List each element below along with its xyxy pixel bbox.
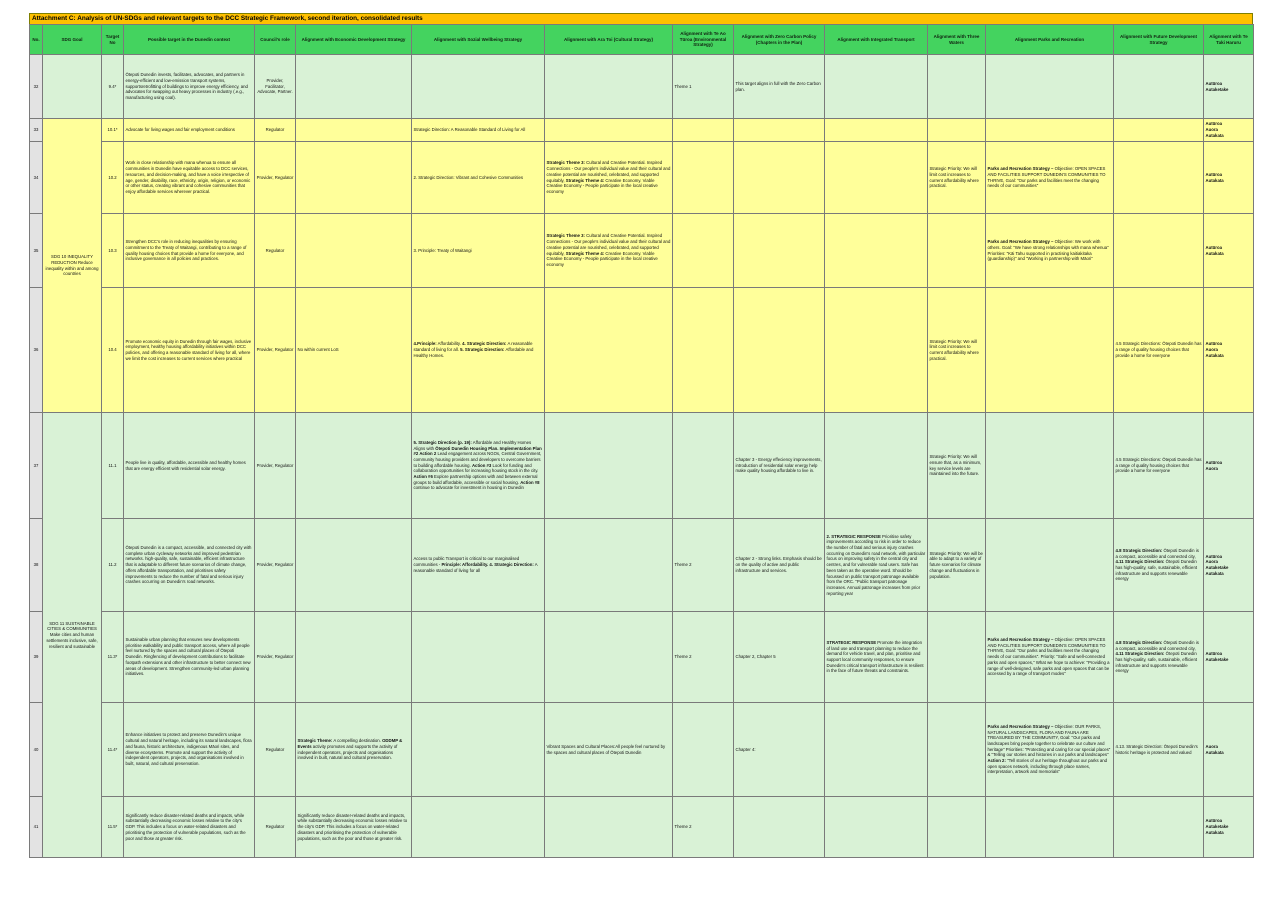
fds-alignment[interactable]: 4.5 Strategic Directions: Ōtepoti Dunedin has a range of quality housing choices that provide a home for everyone [1114,288,1204,413]
council-role[interactable]: Regulator [255,119,296,142]
taki-value: Autaketake [1205,86,1229,92]
sdg-goal-cell[interactable] [43,55,102,119]
target-context[interactable]: People live in quality, affordable, accessible and healthy homes that are energy efficient with residential solar energy. [124,413,255,519]
row-number[interactable]: 34 [30,142,43,214]
te-taki-haruru-alignment[interactable] [1204,612,1254,703]
taki-value: Autakata [1205,352,1224,358]
transport-alignment[interactable] [825,703,928,797]
parks-alignment[interactable]: Parks and Recreation Strategy – Objective: OPEN SPACES AND FACILITIES SUPPORT DUNEDIN'S COMMUNITIES TO THRIVE, Goal: "Our parks and facilities meet the changing needs of our communities" [986,142,1114,214]
social-alignment[interactable]: 4.Principle: Affordability. 4. Strategic Direction: A reasonable standard of living for all. 5. Strategic Direction: Affordable and Healthy Homes. [412,288,545,413]
parks-alignment[interactable] [986,55,1114,119]
col-header[interactable]: Alignment with Te Taki Haruru [1204,25,1254,55]
social-alignment[interactable]: 2. Strategic Direction: Vibrant and Cohesive Communities [412,142,545,214]
three-waters-alignment[interactable]: Strategic Priority: We will be able to adapt to a variety of future scenarios for climate change and fluctuations in population. [928,519,986,612]
council-role[interactable]: Regulator [255,214,296,288]
taki-value: Autaketake [1205,657,1229,662]
three-waters-alignment[interactable] [928,119,986,142]
fds-alignment[interactable]: 4.5 Strategic Directions: Ōtepoti Dunedin has a range of quality housing choices that provide a home for everyone [1114,413,1204,519]
te-taki-haruru-alignment[interactable] [1204,413,1254,519]
three-waters-alignment[interactable] [928,703,986,797]
transport-alignment[interactable] [825,214,928,288]
parks-alignment[interactable] [986,413,1114,519]
taki-value: Auora [1205,465,1218,471]
transport-alignment[interactable]: 2. STRATEGIC RESPONSE Prioritise safety improvements according to risk in order to reduce the number of fatal and serious injury crashes occurring on Dunedin's road network, with particular focus on improving safety in the central city and centres, and for vulnerable road users. Safe has been taken as the operative word. Should be focussed on public transport patronage available from the ORC. "Public transport patronage increases. Annual patronage increases from prior reporting year [825,519,928,612]
row-number[interactable]: 40 [30,703,43,797]
fds-alignment[interactable] [1114,119,1204,142]
target-number[interactable]: 9.4* [102,55,124,119]
fds-alignment[interactable]: 4.13. Strategic Direction: Ōtepoti Dunedin's historic heritage is protected and valued [1114,703,1204,797]
col-header[interactable]: Alignment with Zero Carbon Policy (Chapters in the Plan) [734,25,825,55]
taki-value: Autūroa [1205,341,1222,347]
aratoi-alignment[interactable] [545,612,673,703]
social-alignment[interactable] [412,703,545,797]
fds-alignment[interactable] [1114,55,1204,119]
target-context[interactable]: Ōtepoti Dunedin is a compact, accessible, and connected city with complete urban cycleway networks and improved pedestrian networks. high-quality, safe, sustainable, efficient infrastructure that is adaptable to different future scenarios of climate change, offers affordable transportation, and prioritises safety improvements to reduce the number of fatal and serious injury crashes occurring on Dunedin's road networks. [124,519,255,612]
transport-alignment[interactable] [825,142,928,214]
council-role[interactable]: Regulator [255,797,296,858]
target-number[interactable]: 10.3 [102,214,124,288]
council-role[interactable]: Regulator [255,703,296,797]
target-context[interactable]: Ōtepoti Dunedin invests, facilitates, advocates, and partners in energy-efficient and low-emission transport systems, supportsretrofitting of buildings to improve energy efficiency, and advocates for swapping out heavy processes in industry (.e.g., manufacturing using coal). [124,55,255,119]
te-taki-haruru-alignment[interactable] [1204,288,1254,413]
teao-alignment[interactable] [673,214,734,288]
zero-carbon-alignment[interactable]: Chapter 2, Chapter 5 [734,612,825,703]
target-number[interactable]: 10.1* [102,119,124,142]
zero-carbon-alignment[interactable] [734,797,825,858]
te-taki-haruru-alignment[interactable] [1204,797,1254,858]
council-role[interactable]: Provider, Regulator [255,612,296,703]
sdg-goal-cell[interactable]: SDG 10 INEQUALITY REDUCTION Reduce inequality within and among countries [43,119,102,413]
social-alignment[interactable] [412,55,545,119]
aratoi-alignment[interactable] [545,519,673,612]
col-header[interactable]: Alignment with Three Waters [928,25,986,55]
parks-alignment[interactable]: Parks and Recreation Strategy – Objective: OPEN SPACES AND FACILITIES SUPPORT DUNEDIN'S COMMUNITIES TO THRIVE, Goal: "Our parks and facilities meet the changing needs of our communities". Priority: "Safe and well-connected parks and open spaces," What we hope to achieve: "Providing a range of well-designed, safe parks and open spaces that can be accessed by a range of transport modes" [986,612,1114,703]
teao-alignment[interactable]: Theme 1 [673,55,734,119]
col-header[interactable]: Alignment with Ara Toi (Cultural Strategy) [545,25,673,55]
target-context[interactable]: Promote economic equity in Dunedin through fair wages, inclusive employment, healthy housing affordability initiatives within DCC policies, and offering a reasonable standard of living for all, where we limit the cost increases to current services where practical [124,288,255,413]
econ-alignment[interactable] [296,612,412,703]
social-alignment[interactable]: 5. Strategic Direction (p. 19): Affordable and Healthy Homes Aligns with Ōtepoti Dunedin Housing Plan. Implementation Plan #2 Action 2 Lead engagement across NGOs, Central Government, community housing providers and developers to overcome barriers to building affordable housing. Action #3 Look for funding and collaboration opportunities for increasing housing stock in the city. Action #6 Explore partnership options with and between external groups to build affordable, accessible or social housing. Action #8 continue to advocate for investment in housing in Dunedin [412,413,545,519]
zero-carbon-alignment[interactable] [734,214,825,288]
parks-alignment[interactable] [986,797,1114,858]
te-taki-haruru-alignment[interactable] [1204,142,1254,214]
target-number[interactable]: 11.3* [102,612,124,703]
taki-value: Autūroa [1205,121,1222,127]
three-waters-alignment[interactable]: Strategic Priority: We will limit cost increases to current affordability where practical. [928,142,986,214]
fds-alignment[interactable]: 4.8 Strategic Direction: Ōtepoti Dunedin is a compact, accessible and connected city, 4.11 Strategic Direction: Ōtepoti Dunedin has high-quality, safe, sustainable, efficient infrastructure and supports renewable energy [1114,612,1204,703]
table-row [30,288,1254,413]
zero-carbon-alignment[interactable]: Chapter 2 - Strong links. Emphasis should be on the quality of active and public infrastructure and services. [734,519,825,612]
transport-alignment[interactable] [825,288,928,413]
col-header[interactable]: SDG Goal [43,25,102,55]
taki-value: Auora [1205,559,1218,565]
taki-value: Autakata [1205,749,1224,755]
table-row [30,142,1254,214]
teao-alignment[interactable] [673,288,734,413]
teao-alignment[interactable] [673,142,734,214]
taki-value: Autūroa [1205,553,1222,559]
table-row [30,413,1254,519]
fds-alignment[interactable] [1114,142,1204,214]
target-number[interactable]: 10.2 [102,142,124,214]
council-role[interactable]: Provider, Regulator [255,519,296,612]
transport-alignment[interactable] [825,55,928,119]
teao-alignment[interactable] [673,703,734,797]
col-header[interactable]: Alignment with Sozial Wellbeing Strategy [412,25,545,55]
target-number[interactable]: 11.4* [102,703,124,797]
taki-value: Auora [1205,347,1218,353]
three-waters-alignment[interactable] [928,797,986,858]
zero-carbon-alignment[interactable] [734,288,825,413]
table-row [30,119,1254,142]
three-waters-alignment[interactable] [928,612,986,703]
econ-alignment[interactable]: Strategic Theme: A compelling destination. ODDMP & Events activity promotes and supports the activity of independent operators, projects and organisations involved in built, natural and cultural preservation. [296,703,412,797]
fds-alignment[interactable] [1114,214,1204,288]
aratoi-alignment[interactable] [545,797,673,858]
econ-alignment[interactable] [296,519,412,612]
teao-alignment[interactable]: Theme 2 [673,612,734,703]
teao-alignment[interactable] [673,119,734,142]
sheet-title: Attachment C: Analysis of UN-SDGs and relevant targets to the DCC Strategic Framework, second iteration, consolidated results [29,13,1253,24]
taki-value: Autakata [1205,250,1224,256]
target-number[interactable]: 11.5* [102,797,124,858]
col-header[interactable]: Alignment with Te Ao Tūroa (Environmental Strategy) [673,25,734,55]
aratoi-alignment[interactable] [545,55,673,119]
three-waters-alignment[interactable]: Strategic Priority: We will limit cost increases to current affordability where practical. [928,288,986,413]
taki-value: Autakata [1205,570,1224,576]
target-context[interactable]: Sustainable urban planning that ensures new developments prioritise walkability and public transport access, where all people feel nurtured by the spaces and cultural places of Ōtepoti Dunedin. Ringfencing of development contributions to facilitate footpath extensions and other infrastructure to better connect new areas of development. Strengthen community-led urban planning initiatives. [124,612,255,703]
te-taki-haruru-alignment[interactable] [1204,703,1254,797]
col-header[interactable]: Target No [102,25,124,55]
econ-alignment[interactable] [296,55,412,119]
sdg-goal-cell[interactable]: SDG 11 SUSTAINABLE CITIES & COMMUNITIES Make cities and human settlements inclusive, safe, resilient and sustainable [43,413,102,858]
parks-alignment[interactable]: Parks and Recreation Strategy – Objective: We work with others. Goal: "We have strong relationships with mana whenua" Priorities: "Kāi Tahu supported in practising kaitiakitaka (guardianship)" and "Working in partnership with Māori" [986,214,1114,288]
teao-alignment[interactable] [673,413,734,519]
taki-value: Autūroa [1205,171,1222,177]
aratoi-alignment[interactable] [545,119,673,142]
council-role[interactable]: Provider, Regulator [255,142,296,214]
econ-alignment[interactable] [296,119,412,142]
row-number[interactable]: 41 [30,797,43,858]
target-context[interactable]: Strengthen DCC's role in reducing inequalities by ensuring commitment to the Treaty of Waitangi, contributing to a range of quality housing choices that provide a home for everyone, and inclusive governance in all policies and practices. [124,214,255,288]
taki-value: Autūroa [1205,459,1222,465]
te-taki-haruru-alignment[interactable] [1204,214,1254,288]
teao-alignment[interactable]: Theme 2 [673,797,734,858]
aratoi-alignment[interactable] [545,413,673,519]
social-alignment[interactable] [412,612,545,703]
zero-carbon-alignment[interactable]: Chapter 4: [734,703,825,797]
te-taki-haruru-alignment[interactable] [1204,519,1254,612]
taki-value: Autūroa [1205,651,1222,657]
transport-alignment[interactable] [825,119,928,142]
zero-carbon-alignment[interactable] [734,119,825,142]
target-context[interactable]: Work in close relationship with mana whenua to ensure all communities in Dunedin have equitable access to DCC services, resources, and decision-making, and have a voice irrespective of age, gender, disability, race, ethnicity, origin, religion, or economic or other status, creating vibrant and cohesive communities that enjoy affordable services wherever practical. [124,142,255,214]
econ-alignment[interactable]: No within current LoS [296,288,412,413]
transport-alignment[interactable] [825,797,928,858]
social-alignment[interactable]: Strategic Direction: A Reasonable Standard of Living for All [412,119,545,142]
council-role[interactable]: Provider, Regulator [255,413,296,519]
col-header[interactable]: Alignment Parks and Recreation [986,25,1114,55]
row-number[interactable]: 33 [30,119,43,142]
econ-alignment[interactable]: Significantly reduce disaster-related deaths and impacts, while substantially decreasing economic losses relative to the city's GDP. This includes a focus on water-related disasters and prioritising the protection of vulnerable populations, such as the poor and those at greater risk. [296,797,412,858]
taki-value: Autūroa [1205,244,1222,250]
aratoi-alignment[interactable]: Vibrant Spaces and Cultural Places:All people feel nurtured by the spaces and cultural places of Ōtepoti Dunedin [545,703,673,797]
row-number[interactable]: 32 [30,55,43,119]
taki-value: Autaketake [1205,565,1229,570]
row-number[interactable]: 38 [30,519,43,612]
te-taki-haruru-alignment[interactable] [1204,55,1254,119]
aratoi-alignment[interactable]: Strategic Theme 3: Cultural and Creative Potential. Inspired Connections - Our people's individual value and their cultural and creative potential are nourished, celebrated, and supported equitably, Strategic Theme 4: Creative Economy. Viable Creative Economy - People participate in the local creative economy [545,214,673,288]
row-number[interactable]: 39 [30,612,43,703]
table-row [30,55,1254,119]
parks-alignment[interactable] [986,119,1114,142]
row-number[interactable]: 37 [30,413,43,519]
three-waters-alignment[interactable]: Strategic Priority: We will ensure that, as a minimum, key service levels are maintained into the future. [928,413,986,519]
col-header[interactable]: No. [30,25,43,55]
three-waters-alignment[interactable] [928,55,986,119]
zero-carbon-alignment[interactable] [734,142,825,214]
target-context[interactable]: Advocate for living wages and fair employment conditions [124,119,255,142]
aratoi-alignment[interactable]: Strategic Theme 3: Cultural and Creative Potential. Inspired Connections - Our people's individual value and their cultural and creative potential are nourished, celebrated, and supported equitably, Strategic Theme 4: Creative Economy. Viable Creative Economy - People participate in the local creative economy [545,142,673,214]
transport-alignment[interactable] [825,413,928,519]
econ-alignment[interactable] [296,142,412,214]
fds-alignment[interactable]: 4.8 Strategic Direction: Ōtepoti Dunedin is a compact, accessible and connected city, 4.11 Strategic Direction: Ōtepoti Dunedin has high-quality, safe, sustainable, efficient infrastructure and supports renewable energy [1114,519,1204,612]
transport-alignment[interactable]: STRATEGIC RESPONSE Promote the integration of land use and transport planning to reduce the demand for vehicle travel, and plan, prioritise and support local community responses, to ensure Dunedin's critical transport infrastructure is resilient in the face of future threats and constraints. [825,612,928,703]
col-header[interactable]: Alignment with Integrated Transport [825,25,928,55]
aratoi-alignment[interactable] [545,288,673,413]
row-number[interactable]: 35 [30,214,43,288]
table-row [30,519,1254,612]
council-role[interactable]: Provider, Regulator [255,288,296,413]
alignment-table [29,24,1254,858]
social-alignment[interactable]: Access to public Transport is critical to our marginalised communities - Principle: Affordability. 4. Strategic Direction: A reasonable standard of living for all [412,519,545,612]
col-header[interactable]: Possible target in the Dunedin context [124,25,255,55]
target-number[interactable]: 11.1 [102,413,124,519]
spreadsheet [29,13,1253,858]
zero-carbon-alignment[interactable]: This target aligns in full with the Zero Carbon plan. [734,55,825,119]
taki-value: Autakata [1205,177,1224,183]
taki-value: Auora [1205,743,1218,749]
social-alignment[interactable]: 3. Principle: Treaty of Waitangi [412,214,545,288]
col-header[interactable]: Alignment with Future Development Strategy [1114,25,1204,55]
taki-value: Autakata [1205,829,1224,835]
target-number[interactable]: 10.4 [102,288,124,413]
taki-value: Autakata [1205,132,1224,138]
target-number[interactable]: 11.2 [102,519,124,612]
table-row [30,214,1254,288]
col-header[interactable]: Council's role [255,25,296,55]
social-alignment[interactable] [412,797,545,858]
econ-alignment[interactable] [296,214,412,288]
parks-alignment[interactable] [986,288,1114,413]
header-row [30,25,1254,55]
council-role[interactable]: Provider, Facilitator, Advocate, Partner. [255,55,296,119]
taki-value: Autūroa [1205,80,1222,86]
target-context[interactable]: Enhance initiatives to protect and preserve Dunedin's unique cultural and natural heritage, including its natural landscapes, flora and fauna, historic architecture, indigenous Māori sites, and diverse ecosystems. Promote and support the activity of independent operators, projects, and organisations involved in built, natural, and cultural preservation. [124,703,255,797]
table-row [30,612,1254,703]
parks-alignment[interactable]: Parks and Recreation Strategy – Objective: OUR PARKS, NATURAL LANDSCAPES, FLORA AND FAUNA ARE TREASURED BY THE COMMUNITY, Goal: "Our parks and landscapes bring people together to celebrate our culture and heritage" Priorities: "Protecting and caring for our special places" & "Telling our stories and histories in our parks and landscapes" Action 2: "Tell stories of our heritage throughout our parks and open spaces network, including through place names, interpretation, artwork and memorials" [986,703,1114,797]
col-header[interactable]: Alignment with Economic Development Strategy [296,25,412,55]
taki-value: Autūroa [1205,818,1222,824]
zero-carbon-alignment[interactable]: Chapter 3 - Energy effeciency improvements, introduction of residential solar energy help make quality housing affordable to live in. [734,413,825,519]
fds-alignment[interactable] [1114,797,1204,858]
row-number[interactable]: 36 [30,288,43,413]
table-row [30,703,1254,797]
parks-alignment[interactable] [986,519,1114,612]
taki-value: Auora [1205,127,1218,133]
te-taki-haruru-alignment[interactable] [1204,119,1254,142]
taki-value: Autaketake [1205,824,1229,830]
table-row [30,797,1254,858]
target-context[interactable]: Significantly reduce disaster-related deaths and impacts, while substantially decreasing economic losses relative to the city's GDP. This includes a focus on water-related disasters and prioritising the protection of vulnerable populations, such as the poor and those at greater risk. [124,797,255,858]
teao-alignment[interactable]: Theme 2 [673,519,734,612]
three-waters-alignment[interactable] [928,214,986,288]
econ-alignment[interactable] [296,413,412,519]
